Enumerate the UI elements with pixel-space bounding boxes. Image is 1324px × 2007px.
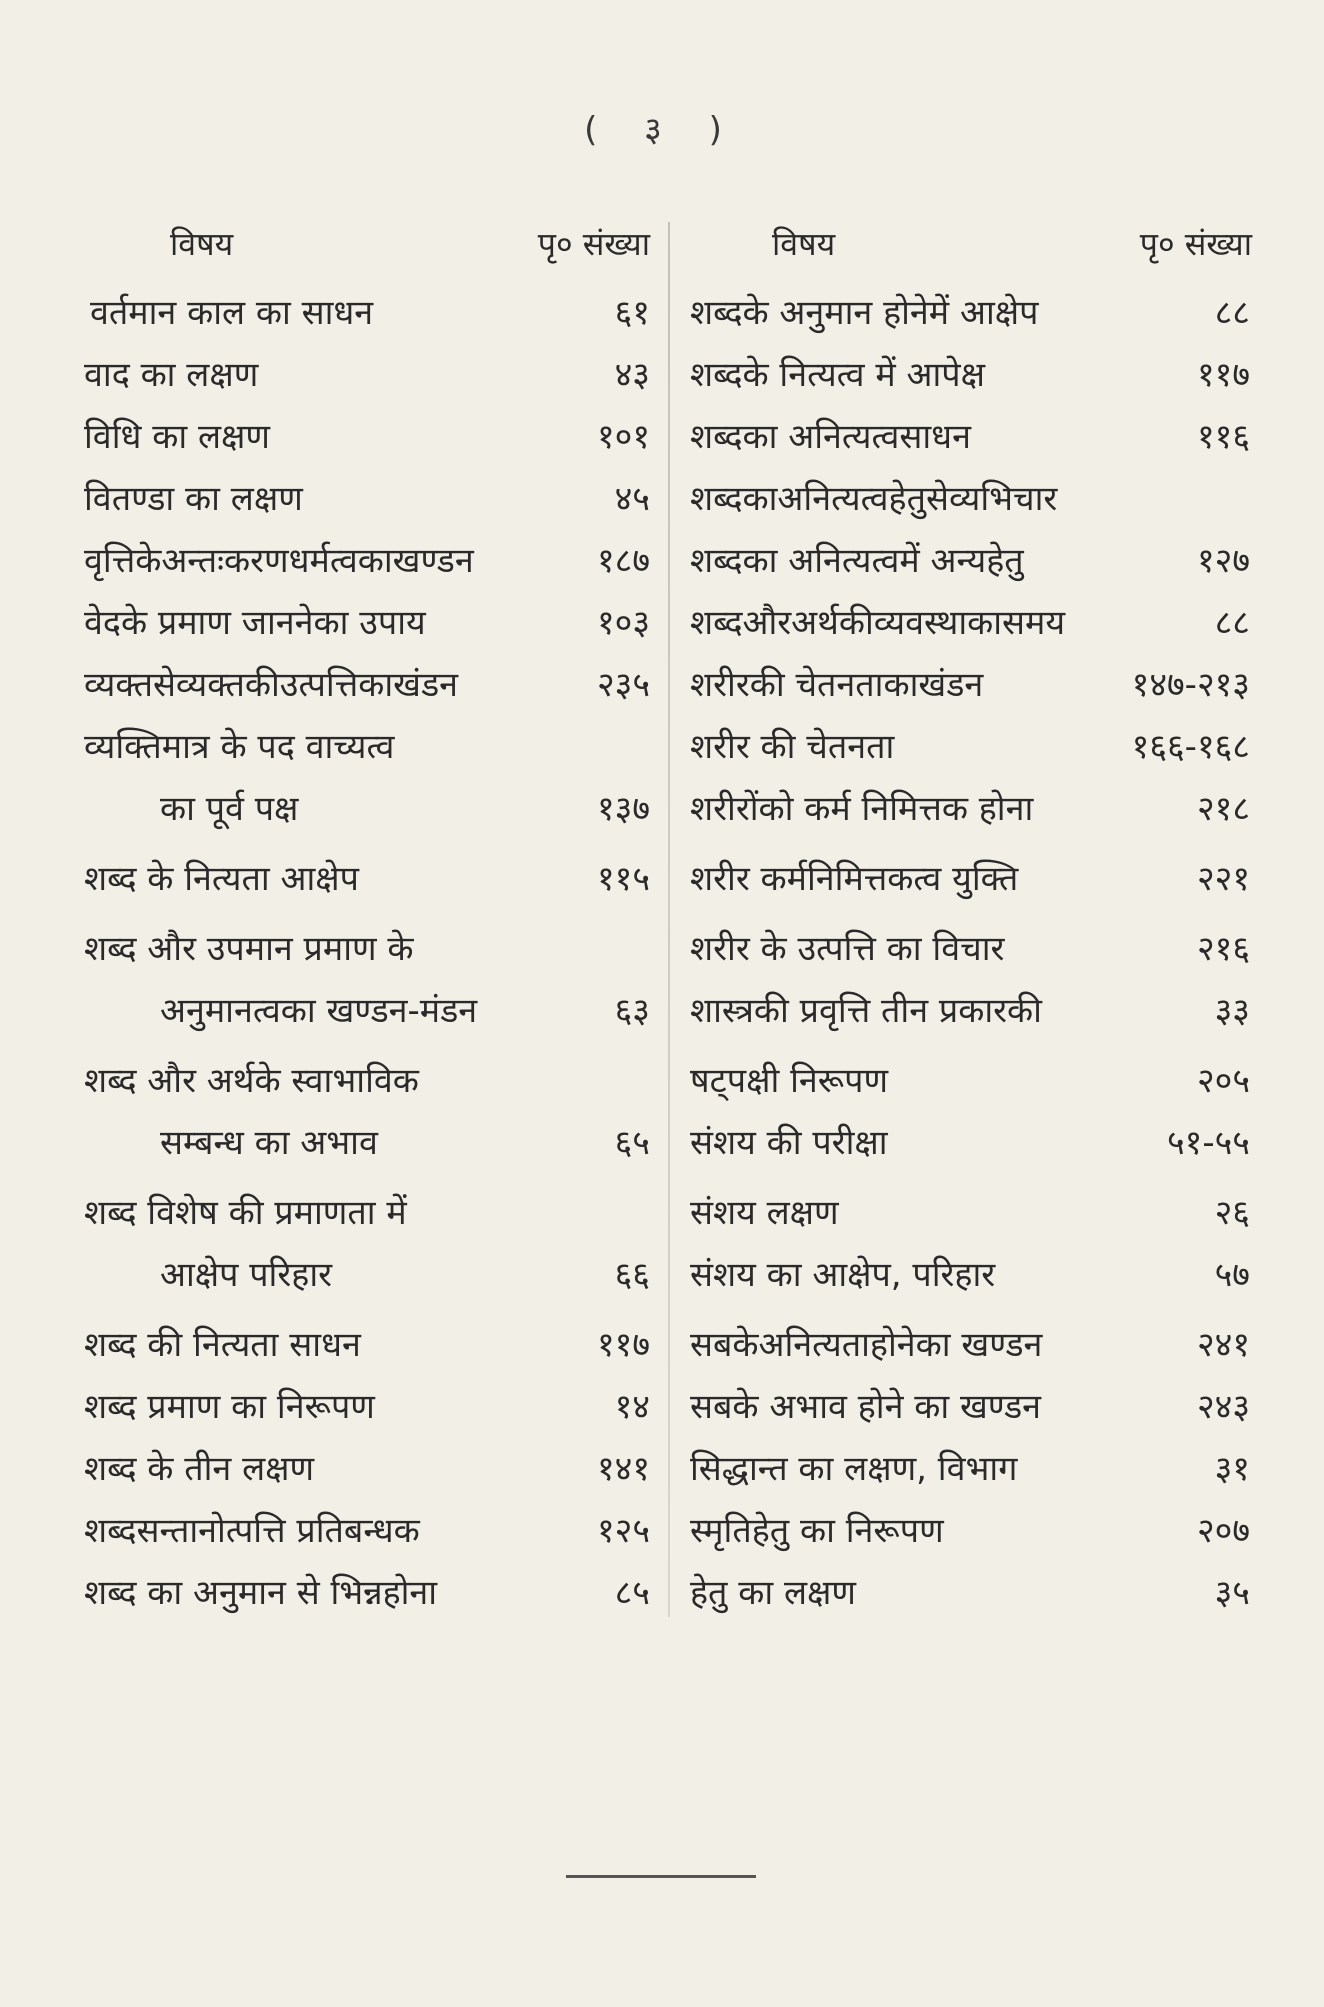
index-entry: [690, 468, 1250, 530]
index-entry: [690, 654, 1250, 716]
left-entry-list: [60, 282, 650, 1624]
index-entry: [690, 406, 1250, 468]
entry-subject: वितण्डा का लक्षण: [84, 479, 303, 519]
entry-subject: शब्द प्रमाण का निरूपण: [84, 1387, 375, 1427]
entry-subject: सबके अभाव होने का खण्डन: [690, 1387, 1041, 1427]
page-number: ( ३ ): [584, 110, 740, 150]
entry-page: ४५: [614, 479, 650, 519]
entry-subject: शब्द और अर्थके स्वाभाविक: [84, 1061, 419, 1101]
entry-page: २६: [1214, 1193, 1250, 1233]
index-entry: [60, 1050, 650, 1112]
page-count-heading: पृ० संख्या: [1139, 225, 1252, 263]
entry-subject: शब्दऔरअर्थकीव्यवस्थाकासमय: [690, 603, 1066, 643]
entry-page: २०७: [1196, 1511, 1250, 1551]
entry-page: २२१: [1196, 859, 1250, 899]
entry-subject: स्मृतिहेतु का निरूपण: [690, 1511, 944, 1551]
entry-subject: वेदके प्रमाण जाननेका उपाय: [84, 603, 426, 643]
entry-subject: हेतु का लक्षण: [690, 1573, 856, 1613]
index-entry: [690, 918, 1250, 980]
entry-subject: आक्षेप परिहार: [160, 1255, 333, 1295]
index-entry: [60, 848, 650, 910]
entry-subject: सबकेअनित्यताहोनेका खण्डन: [690, 1325, 1043, 1365]
entry-subject: शब्दके अनुमान होनेमें आक्षेप: [690, 293, 1039, 333]
subject-heading: विषय: [170, 225, 234, 263]
entry-subject: शरीरकी चेतनताकाखंडन: [690, 665, 984, 705]
index-entry: [690, 1244, 1250, 1306]
entry-page: ३१: [1214, 1449, 1250, 1489]
entry-subject: व्यक्तिमात्र के पद वाच्यत्व: [84, 727, 395, 767]
index-entry: [60, 1314, 650, 1376]
entry-page: २१६: [1196, 929, 1250, 969]
index-entry: [60, 980, 650, 1042]
index-entry: [60, 1182, 650, 1244]
entry-page: ११६: [1196, 417, 1250, 457]
index-entry: [60, 654, 650, 716]
index-entry: [60, 716, 650, 778]
entry-page: ११७: [1196, 355, 1250, 395]
left-column-header: [60, 212, 650, 282]
entry-page: ५१-५५: [1167, 1123, 1250, 1163]
entry-subject: वृत्तिकेअन्तःकरणधर्मत्वकाखण्डन: [84, 541, 474, 581]
index-entry: [690, 1314, 1250, 1376]
entry-subject: सिद्धान्त का लक्षण, विभाग: [690, 1449, 1018, 1489]
index-entry: [60, 1244, 650, 1306]
entry-subject: वाद का लक्षण: [84, 355, 259, 395]
index-entry: [60, 1376, 650, 1438]
entry-subject: अनुमानत्वका खण्डन-मंडन: [160, 991, 478, 1031]
entry-page: ६१: [614, 293, 650, 333]
entry-page: ६६: [614, 1255, 650, 1295]
entry-subject: शरीर कर्मनिमित्तकत्व युक्ति: [690, 859, 1019, 899]
entry-subject: संशय का आक्षेप, परिहार: [690, 1255, 996, 1295]
page-count-heading: पृ० संख्या: [537, 225, 650, 263]
right-column-header: [690, 212, 1250, 282]
index-entry: [690, 1376, 1250, 1438]
index-entry: [690, 344, 1250, 406]
entry-page: ८८: [1214, 293, 1250, 333]
index-entry: [690, 282, 1250, 344]
entry-page: ११५: [596, 859, 650, 899]
entry-page: ४३: [614, 355, 650, 395]
entry-page: १६६-१६८: [1131, 727, 1250, 767]
entry-subject: शब्दका अनित्यत्वमें अन्यहेतु: [690, 541, 1024, 581]
index-entry: [60, 344, 650, 406]
index-entry: [60, 282, 650, 344]
index-entry: [690, 778, 1250, 840]
index-entry: [690, 848, 1250, 910]
entry-subject: शरीर की चेतनता: [690, 727, 895, 767]
entry-page: १४: [614, 1387, 650, 1427]
entry-page: ५७: [1214, 1255, 1250, 1295]
entry-subject: शरीर के उत्पत्ति का विचार: [690, 929, 1005, 969]
entry-page: ८५: [614, 1573, 650, 1613]
entry-page: १२७: [1196, 541, 1250, 581]
entry-page: २३५: [596, 665, 650, 705]
right-entry-list: [690, 282, 1250, 1624]
entry-subject: शब्द का अनुमान से भिन्नहोना: [84, 1573, 438, 1613]
entry-page: २४१: [1196, 1325, 1250, 1365]
index-entry: [690, 1500, 1250, 1562]
entry-page: ६३: [614, 991, 650, 1031]
entry-page: ३३: [1214, 991, 1250, 1031]
entry-page: २१८: [1196, 789, 1250, 829]
entry-subject: सम्बन्ध का अभाव: [160, 1123, 378, 1163]
entry-page: १८७: [596, 541, 650, 581]
entry-subject: विधि का लक्षण: [84, 417, 270, 457]
entry-subject: संशय की परीक्षा: [690, 1123, 888, 1163]
right-column: [690, 212, 1250, 1624]
entry-subject: शरीरोंको कर्म निमित्तक होना: [690, 789, 1034, 829]
entry-subject: शब्द की नित्यता साधन: [84, 1325, 361, 1365]
entry-subject: शब्द और उपमान प्रमाण के: [84, 929, 414, 969]
entry-page: १४१: [596, 1449, 650, 1489]
index-entry: [60, 918, 650, 980]
entry-page: ११७: [596, 1325, 650, 1365]
index-entry: [690, 1050, 1250, 1112]
index-entry: [60, 406, 650, 468]
index-entry: [60, 530, 650, 592]
entry-page: २०५: [1196, 1061, 1250, 1101]
index-entry: [690, 980, 1250, 1042]
entry-subject: शब्द के नित्यता आक्षेप: [84, 859, 359, 899]
entry-page: १४७-२१३: [1131, 665, 1250, 705]
entry-page: १२५: [596, 1511, 650, 1551]
index-entry: [60, 1500, 650, 1562]
index-entry: [60, 1562, 650, 1624]
entry-subject: व्यक्तसेव्यक्तकीउत्पत्तिकाखंडन: [84, 665, 458, 705]
index-entry: [690, 716, 1250, 778]
index-entry: [690, 530, 1250, 592]
index-entry: [690, 592, 1250, 654]
index-entry: [60, 778, 650, 840]
entry-page: १०३: [596, 603, 650, 643]
entry-page: ६५: [614, 1123, 650, 1163]
index-entry: [60, 1438, 650, 1500]
bottom-rule: [566, 1875, 756, 1878]
subject-heading: विषय: [772, 225, 836, 263]
index-entry: [60, 468, 650, 530]
entry-page: ३५: [1214, 1573, 1250, 1613]
index-entry: [60, 1112, 650, 1174]
index-entry: [690, 1562, 1250, 1624]
entry-subject: शास्त्रकी प्रवृत्ति तीन प्रकारकी: [690, 991, 1042, 1031]
entry-subject: शब्दका अनित्यत्वसाधन: [690, 417, 971, 457]
entry-subject: शब्द विशेष की प्रमाणता में: [84, 1193, 407, 1233]
entry-subject: संशय लक्षण: [690, 1193, 839, 1233]
entry-subject: वर्तमान काल का साधन: [90, 293, 374, 333]
left-column: [60, 212, 650, 1624]
index-entry: [690, 1438, 1250, 1500]
entry-subject: शब्दके नित्यत्व में आपेक्ष: [690, 355, 985, 395]
entry-subject: शब्दसन्तानोत्पत्ति प्रतिबन्धक: [84, 1511, 420, 1551]
column-divider: [668, 222, 670, 1617]
entry-page: १०१: [596, 417, 650, 457]
index-entry: [690, 1182, 1250, 1244]
index-entry: [60, 592, 650, 654]
entry-subject: शब्दकाअनित्यत्वहेतुसेव्यभिचार: [690, 479, 1058, 519]
entry-page: १३७: [596, 789, 650, 829]
entry-page: २४३: [1196, 1387, 1250, 1427]
entry-page: ८८: [1214, 603, 1250, 643]
index-entry: [690, 1112, 1250, 1174]
entry-subject: षट्पक्षी निरूपण: [690, 1061, 889, 1101]
entry-subject: शब्द के तीन लक्षण: [84, 1449, 315, 1489]
entry-subject: का पूर्व पक्ष: [160, 789, 299, 829]
